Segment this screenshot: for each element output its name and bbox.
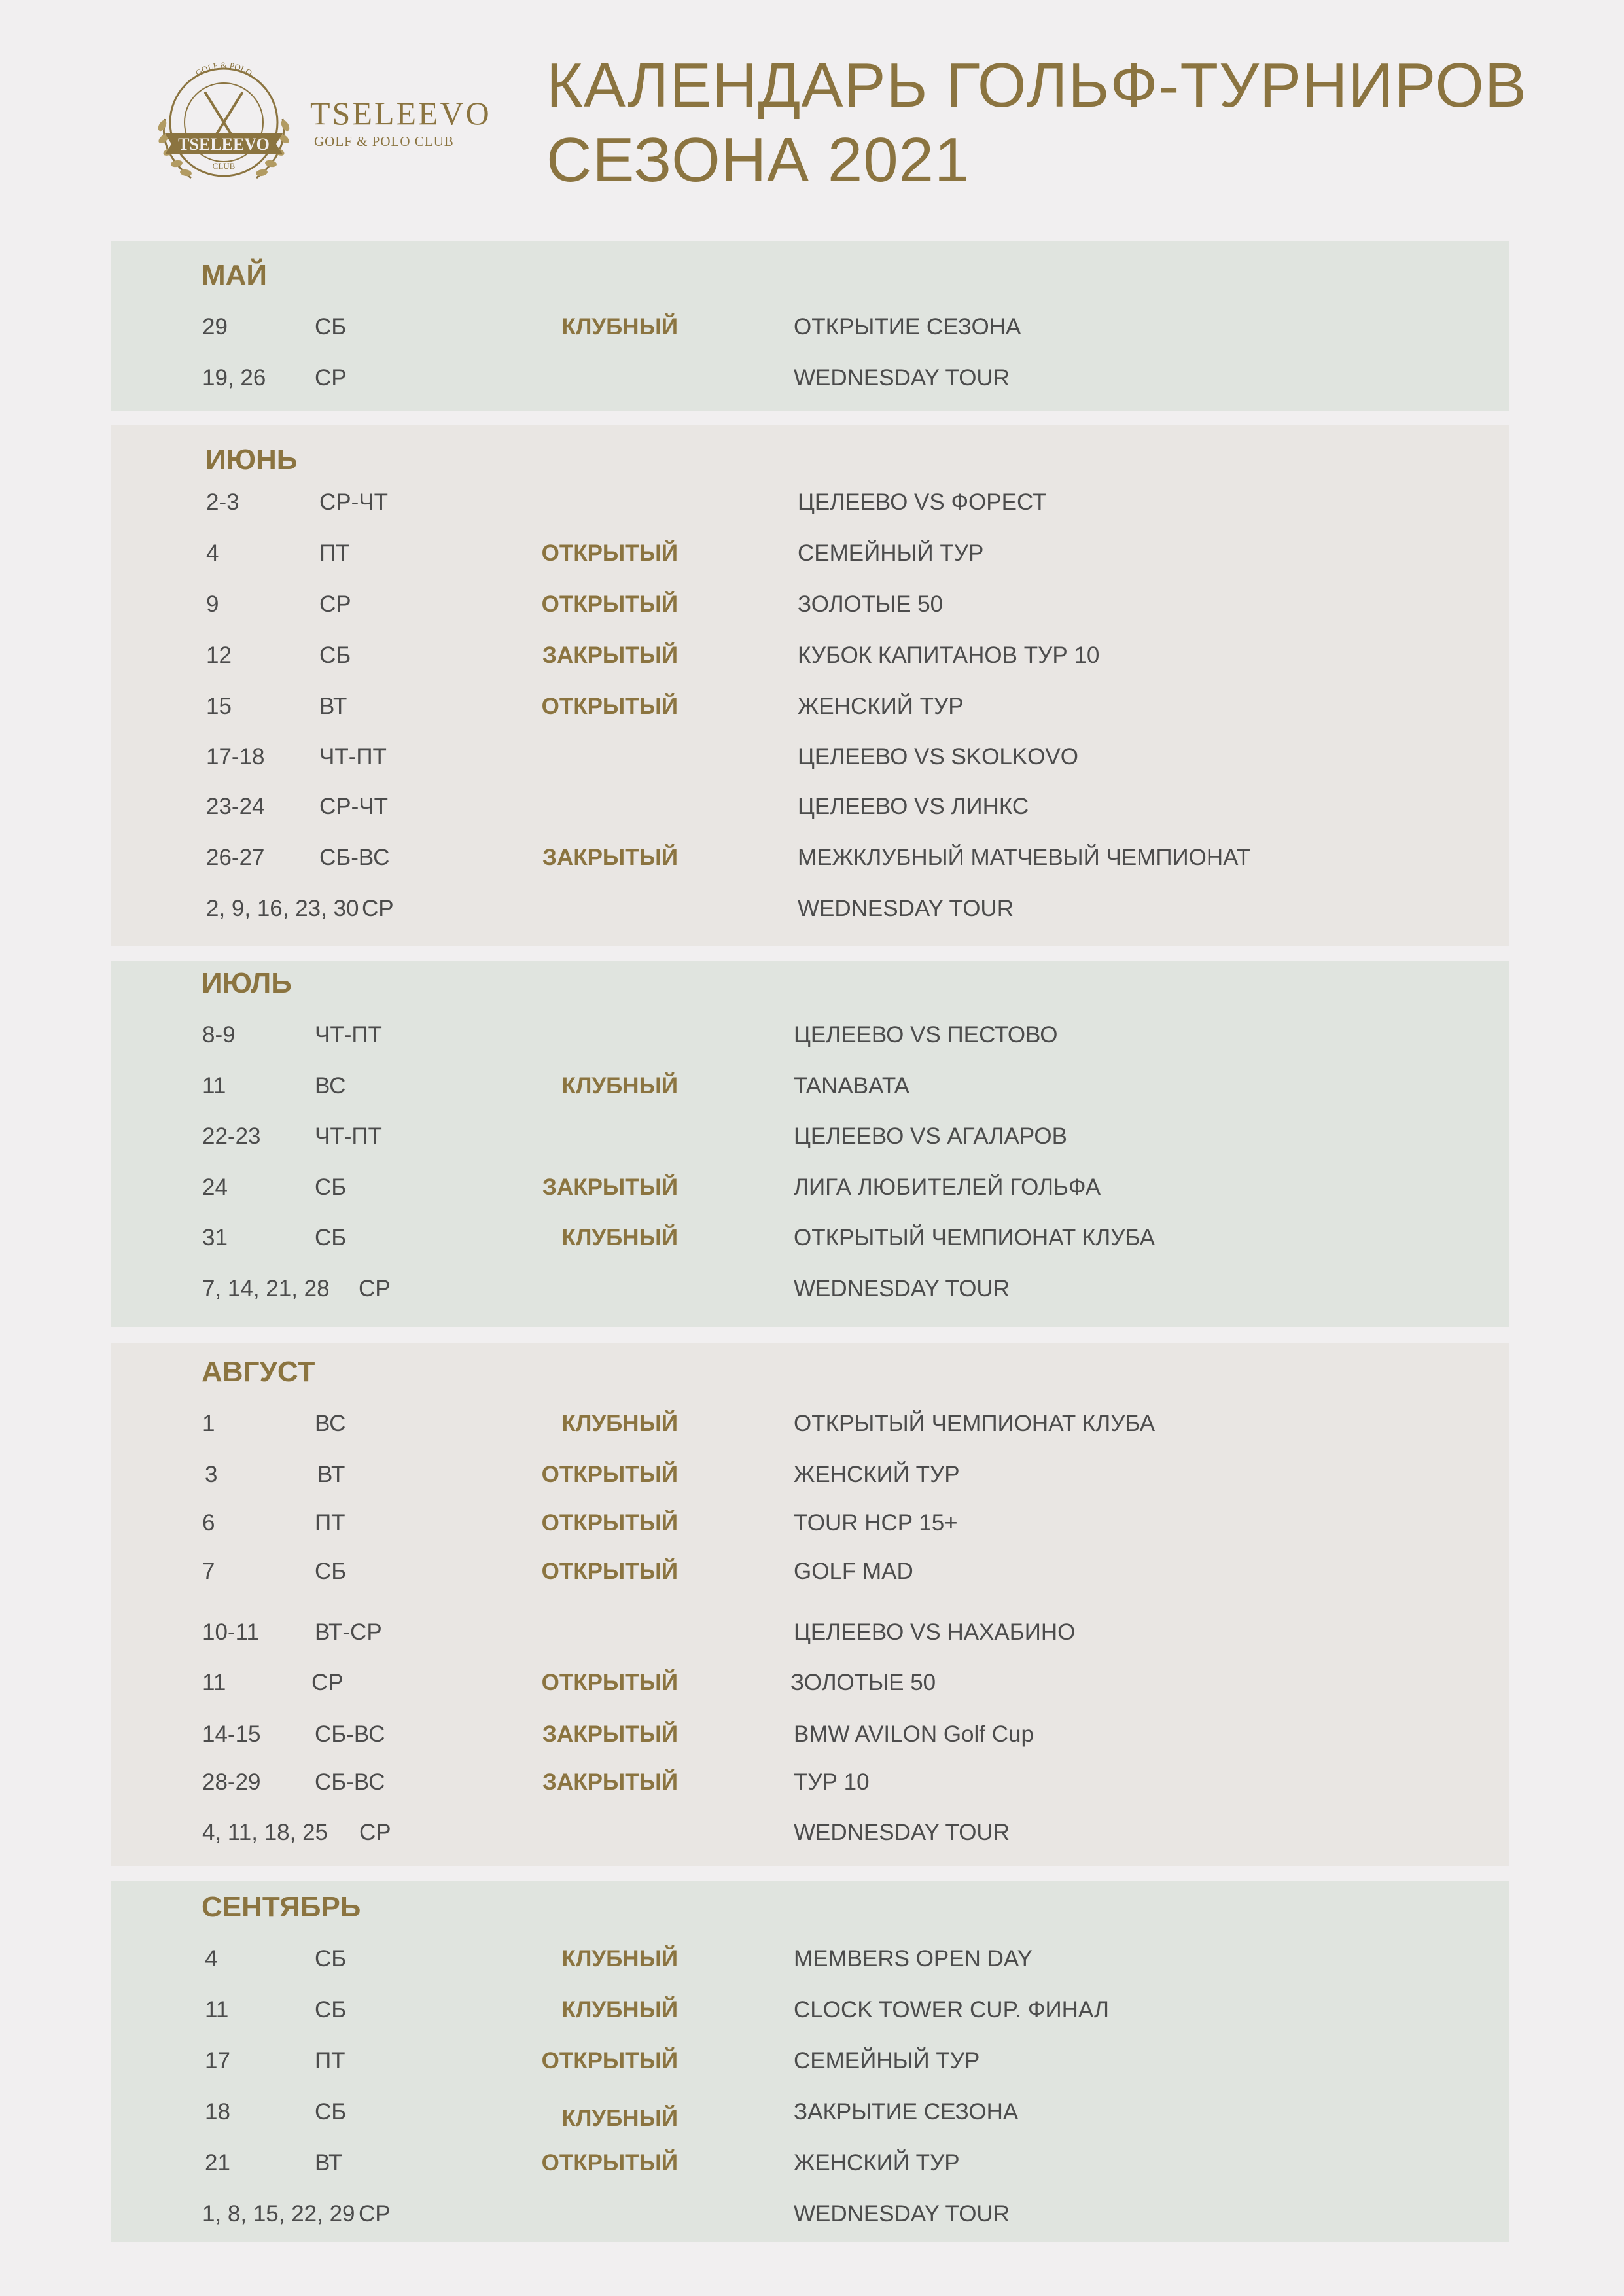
event-date: 7 [202, 1559, 215, 1584]
table-row [111, 2201, 1509, 2234]
event-name: WEDNESDAY TOUR [794, 1276, 1010, 1301]
event-name: ЗАКРЫТИЕ СЕЗОНА [794, 2099, 1019, 2125]
table-row [111, 2048, 1509, 2081]
event-day: СБ-ВС [315, 1722, 385, 1747]
event-type: ОТКРЫТЫЙ [541, 1510, 678, 1536]
month-section-september [111, 1881, 1509, 2242]
table-row [111, 1619, 1509, 1652]
event-day: ЧТ-ПТ [319, 744, 387, 769]
event-day: ВС [315, 1411, 346, 1436]
club-logo [145, 54, 499, 198]
table-row [111, 643, 1509, 675]
table-row [111, 1670, 1509, 1703]
event-day: СР-ЧТ [319, 489, 388, 515]
table-row [111, 1225, 1509, 1258]
event-name: КУБОК КАПИТАНОВ ТУР 10 [798, 643, 1100, 668]
page-title [546, 48, 1567, 198]
table-row [111, 1174, 1509, 1207]
event-name: ЦЕЛЕЕВО VS ЛИНКС [798, 794, 1029, 819]
event-day: СБ [315, 314, 347, 340]
event-name: ОТКРЫТИЕ СЕЗОНА [794, 314, 1021, 340]
event-day: СР [359, 2201, 391, 2227]
table-row [111, 592, 1509, 624]
event-date: 21 [205, 2150, 230, 2176]
table-row [111, 1946, 1509, 1979]
table-row [111, 540, 1509, 573]
event-name: ЦЕЛЕЕВО VS ФОРЕСТ [798, 489, 1047, 515]
event-date: 11 [202, 1670, 226, 1695]
event-day: СР [359, 1276, 391, 1301]
event-name: СЕМЕЙНЫЙ ТУР [798, 540, 984, 566]
event-date: 22-23 [202, 1123, 261, 1149]
event-name: ЛИГА ЛЮБИТЕЛЕЙ ГОЛЬФА [794, 1174, 1101, 1200]
club-emblem-icon [145, 54, 302, 198]
table-row [111, 1559, 1509, 1591]
event-day: ВТ-СР [315, 1619, 382, 1645]
month-title: СЕНТЯБРЬ [202, 1891, 361, 1923]
event-date: 26-27 [206, 845, 265, 870]
event-date: 15 [206, 694, 232, 719]
event-type: ОТКРЫТЫЙ [541, 694, 678, 719]
emblem-bottom-text: CLUB [212, 161, 236, 171]
event-day: ВТ [317, 1462, 345, 1487]
logo-subtitle: GOLF & POLO CLUB [314, 133, 454, 149]
event-date: 17 [205, 2048, 230, 2074]
event-type: ОТКРЫТЫЙ [541, 1559, 678, 1584]
event-name: ЦЕЛЕЕВО VS НАХАБИНО [794, 1619, 1076, 1645]
event-day: СБ [319, 643, 351, 668]
event-day: СР [315, 365, 347, 391]
table-row [111, 694, 1509, 726]
event-type: ЗАКРЫТЫЙ [542, 1722, 678, 1747]
event-date: 19, 26 [202, 365, 266, 391]
event-name: ЦЕЛЕЕВО VS ПЕСТОВО [794, 1022, 1058, 1048]
table-row [111, 1022, 1509, 1055]
event-day: ВС [315, 1073, 346, 1099]
logo-name: TSELEEVO [310, 95, 491, 132]
event-name: МЕЖКЛУБНЫЙ МАТЧЕВЫЙ ЧЕМПИОНАТ [798, 845, 1251, 870]
table-row [111, 365, 1509, 398]
event-date: 11 [205, 1997, 229, 2022]
event-day: СБ [315, 1174, 347, 1200]
table-row [111, 1997, 1509, 2030]
table-row [111, 744, 1509, 777]
event-date: 2, 9, 16, 23, 30 [206, 896, 359, 921]
emblem-top-text: GOLF & POLO [193, 60, 255, 79]
event-day: СБ [315, 2099, 347, 2125]
event-type: КЛУБНЫЙ [561, 2106, 678, 2131]
event-date: 1, 8, 15, 22, 29 [202, 2201, 355, 2227]
event-date: 4 [205, 1946, 218, 1971]
event-date: 6 [202, 1510, 215, 1536]
event-name: CLOCK TOWER CUP. ФИНАЛ [794, 1997, 1109, 2022]
event-name: ОТКРЫТЫЙ ЧЕМПИОНАТ КЛУБА [794, 1411, 1156, 1436]
event-type: КЛУБНЫЙ [561, 1225, 678, 1250]
table-row [111, 1123, 1509, 1156]
event-name: ЦЕЛЕЕВО VS АГАЛАРОВ [794, 1123, 1067, 1149]
month-title: ИЮЛЬ [202, 967, 292, 999]
month-title: АВГУСТ [202, 1356, 315, 1388]
event-day: СР [311, 1670, 344, 1695]
table-row [111, 2150, 1509, 2183]
month-section-august [111, 1343, 1509, 1866]
table-row [111, 2099, 1509, 2132]
event-type: ОТКРЫТЫЙ [541, 1462, 678, 1487]
table-row [111, 1276, 1509, 1309]
svg-text:GOLF & POLO [194, 60, 254, 78]
event-day: ПТ [319, 540, 350, 566]
emblem-text: TSELEEVO [178, 135, 270, 154]
event-date: 14-15 [202, 1722, 261, 1747]
month-section-may [111, 241, 1509, 411]
table-row [111, 314, 1509, 347]
month-section-july [111, 961, 1509, 1327]
event-day: СБ [315, 1225, 347, 1250]
event-day: СР [359, 1820, 391, 1845]
event-date: 12 [206, 643, 232, 668]
event-day: СБ-ВС [319, 845, 390, 870]
event-type: ОТКРЫТЫЙ [541, 540, 678, 566]
event-type: ЗАКРЫТЫЙ [542, 643, 678, 668]
event-date: 3 [205, 1462, 218, 1487]
event-date: 7, 14, 21, 28 [202, 1276, 330, 1301]
table-row [111, 794, 1509, 826]
event-name: ЖЕНСКИЙ ТУР [794, 2150, 960, 2176]
event-name: WEDNESDAY TOUR [794, 2201, 1010, 2227]
event-date: 18 [205, 2099, 230, 2125]
event-type: КЛУБНЫЙ [561, 314, 678, 340]
table-row [111, 1769, 1509, 1802]
event-name: ТУР 10 [794, 1769, 870, 1795]
event-date: 2-3 [206, 489, 239, 515]
event-day: ЧТ-ПТ [315, 1022, 382, 1048]
event-day: СБ [315, 1559, 347, 1584]
table-row [111, 489, 1509, 522]
event-type: КЛУБНЫЙ [561, 1411, 678, 1436]
event-name: MEMBERS OPEN DAY [794, 1946, 1033, 1971]
event-date: 9 [206, 592, 219, 617]
event-type: КЛУБНЫЙ [561, 1997, 678, 2022]
table-row [111, 1462, 1509, 1494]
event-date: 8-9 [202, 1022, 236, 1048]
event-day: СР-ЧТ [319, 794, 388, 819]
event-date: 17-18 [206, 744, 265, 769]
event-name: ЖЕНСКИЙ ТУР [798, 694, 964, 719]
event-date: 4, 11, 18, 25 [202, 1820, 328, 1845]
event-day: ПТ [315, 2048, 345, 2074]
event-date: 29 [202, 314, 228, 340]
event-name: ЖЕНСКИЙ ТУР [794, 1462, 960, 1487]
event-type: ЗАКРЫТЫЙ [542, 1174, 678, 1200]
event-name: GOLF MAD [794, 1559, 913, 1584]
event-date: 23-24 [206, 794, 265, 819]
event-name: ОТКРЫТЫЙ ЧЕМПИОНАТ КЛУБА [794, 1225, 1156, 1250]
event-name: СЕМЕЙНЫЙ ТУР [794, 2048, 980, 2074]
event-date: 31 [202, 1225, 228, 1250]
event-type: ОТКРЫТЫЙ [541, 1670, 678, 1695]
month-section-june [111, 425, 1509, 946]
event-date: 28-29 [202, 1769, 261, 1795]
table-row [111, 1510, 1509, 1543]
month-title: ИЮНЬ [205, 444, 298, 476]
event-type: ЗАКРЫТЫЙ [542, 845, 678, 870]
event-date: 4 [206, 540, 219, 566]
event-day: СР [319, 592, 351, 617]
table-row [111, 1820, 1509, 1852]
event-day: СБ-ВС [315, 1769, 385, 1795]
event-day: ВТ [315, 2150, 343, 2176]
event-day: ПТ [315, 1510, 345, 1536]
event-day: СБ [315, 1997, 347, 2022]
event-name: WEDNESDAY TOUR [794, 1820, 1010, 1845]
event-type: ОТКРЫТЫЙ [541, 592, 678, 617]
event-date: 24 [202, 1174, 228, 1200]
event-date: 1 [202, 1411, 215, 1436]
event-day: ЧТ-ПТ [315, 1123, 382, 1149]
event-type: КЛУБНЫЙ [561, 1073, 678, 1099]
event-type: ОТКРЫТЫЙ [541, 2150, 678, 2176]
event-day: СБ [315, 1946, 347, 1971]
event-name: WEDNESDAY TOUR [794, 365, 1010, 391]
event-type: ОТКРЫТЫЙ [541, 2048, 678, 2074]
month-title: МАЙ [202, 259, 268, 291]
title-line-1: КАЛЕНДАРЬ ГОЛЬФ-ТУРНИРОВ [546, 50, 1527, 120]
event-date: 10-11 [202, 1619, 259, 1645]
event-name: WEDNESDAY TOUR [798, 896, 1014, 921]
event-type: КЛУБНЫЙ [561, 1946, 678, 1971]
table-row [111, 1722, 1509, 1754]
event-name: BMW AVILON Golf Cup [794, 1722, 1034, 1747]
table-row [111, 845, 1509, 877]
event-type: ЗАКРЫТЫЙ [542, 1769, 678, 1795]
table-row [111, 1411, 1509, 1443]
event-name: ЗОЛОТЫЕ 50 [798, 592, 944, 617]
event-day: СР [362, 896, 394, 921]
event-name: TANABATA [794, 1073, 909, 1099]
event-date: 11 [202, 1073, 226, 1099]
event-name: TOUR HCP 15+ [794, 1510, 958, 1536]
table-row [111, 896, 1509, 928]
table-row [111, 1073, 1509, 1106]
title-line-2: СЕЗОНА 2021 [546, 125, 970, 195]
event-name: ЗОЛОТЫЕ 50 [790, 1670, 936, 1695]
event-name: ЦЕЛЕЕВО VS SKOLKOVO [798, 744, 1078, 769]
event-day: ВТ [319, 694, 347, 719]
